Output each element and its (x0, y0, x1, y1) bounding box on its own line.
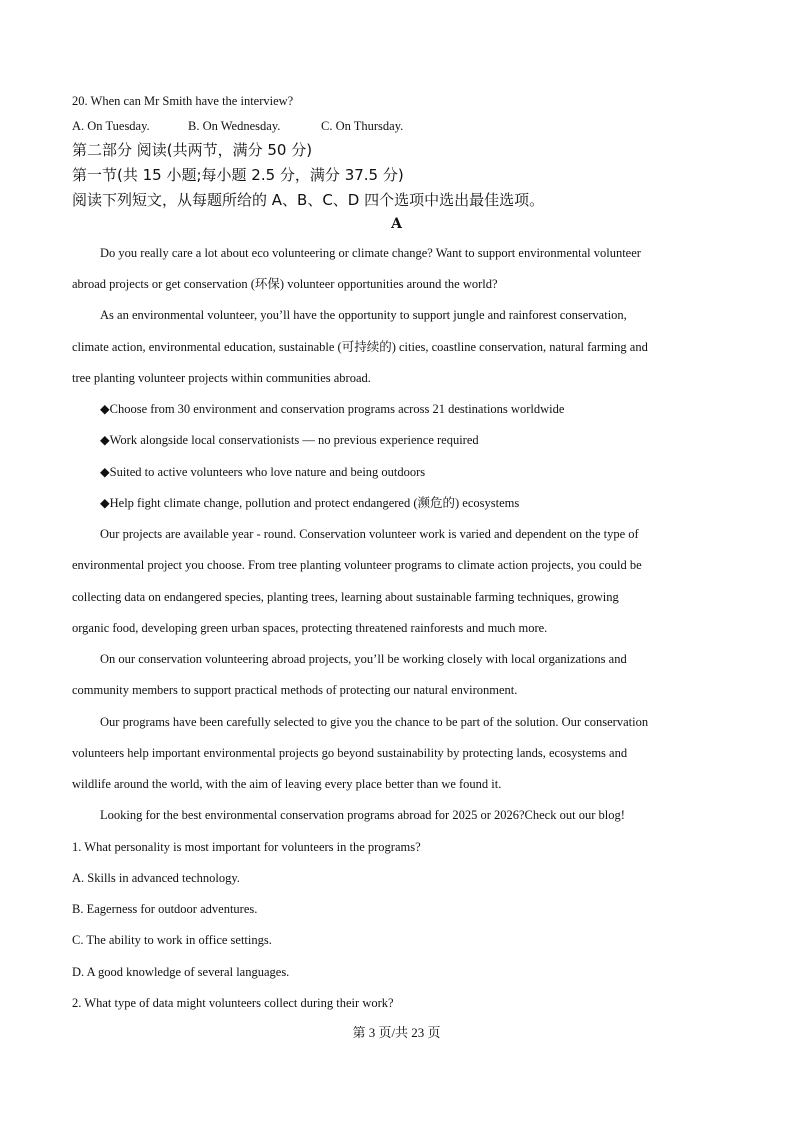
passage-line: organic food, developing green urban spaces, protecting threatened rainforests and much more. (72, 621, 548, 635)
bullet-item: ◆Help fight climate change, pollution and protect endangered (濒危的) ecosystems (100, 496, 520, 510)
bullet-item: ◆Choose from 30 environment and conservation programs across 21 destinations worldwide (100, 402, 565, 416)
passage-line: community members to support practical methods of protecting our natural environment. (72, 683, 518, 697)
bullet-item: ◆Suited to active volunteers who love nature and being outdoors (100, 465, 426, 479)
question-2-stem: 2. What type of data might volunteers collect during their work? (72, 996, 394, 1010)
passage-line: abroad projects or get conservation (环保) volunteer opportunities around the world? (72, 277, 498, 291)
question-20-options (72, 118, 403, 134)
question-20-option-a: A. On Tuesday. (72, 119, 150, 133)
passage-line: tree planting volunteer projects within communities abroad. (72, 371, 371, 385)
question-1-option-b: B. Eagerness for outdoor adventures. (72, 902, 258, 916)
question-1-option-d: D. A good knowledge of several languages. (72, 965, 290, 979)
bullet-item: ◆Work alongside local conservationists — no previous experience required (100, 433, 479, 447)
passage-line: On our conservation volunteering abroad projects, you’ll be working closely with local organizations and (100, 652, 627, 666)
passage-line: Our projects are available year - round. Conservation volunteer work is varied and dependent on the type of (100, 527, 639, 541)
passage-line: Do you really care a lot about eco volunteering or climate change? Want to support environmental volunteer (100, 246, 641, 260)
passage-line: Looking for the best environmental conservation programs abroad for 2025 or 2026?Check out our blog! (100, 808, 625, 822)
passage-line: collecting data on endangered species, planting trees, learning about sustainable farming techniques, growing (72, 590, 619, 604)
passage-line: environmental project you choose. From tree planting volunteer programs to climate action projects, you could be (72, 558, 642, 572)
passage-line: wildlife around the world, with the aim of leaving every place better than we found it. (72, 777, 502, 791)
question-20-option-c: C. On Thursday. (321, 119, 404, 133)
passage-line: Our programs have been carefully selected to give you the chance to be part of the solution. Our conservation (100, 715, 649, 729)
passage-line: As an environmental volunteer, you’ll have the opportunity to support jungle and rainforest conservation, (100, 308, 627, 322)
question-20-option-b: B. On Wednesday. (188, 119, 281, 133)
question-1-option-a: A. Skills in advanced technology. (72, 871, 240, 885)
page-number: 第 3 页/共 23 页 (352, 1025, 441, 1040)
question-1-stem: 1. What personality is most important for volunteers in the programs? (72, 840, 421, 854)
passage-line: climate action, environmental education, sustainable (可持续的) cities, coastline conservation, natural farming and (72, 340, 648, 354)
subsection-title: 第一节(共 15 小题;每小题 2.5 分，满分 37.5 分) (72, 166, 404, 184)
instruction: 阅读下列短文，从每题所给的 A、B、C、D 四个选项中选出最佳选项。 (72, 191, 545, 209)
passage-line: volunteers help important environmental projects go beyond sustainability by protecting lands, ecosystems and (72, 746, 628, 760)
question-20-stem: 20. When can Mr Smith have the interview? (72, 94, 294, 108)
part-title: 第二部分 阅读(共两节，满分 50 分) (72, 141, 313, 159)
question-1-option-c: C. The ability to work in office settings. (72, 933, 272, 947)
passage-label: A (391, 216, 402, 232)
